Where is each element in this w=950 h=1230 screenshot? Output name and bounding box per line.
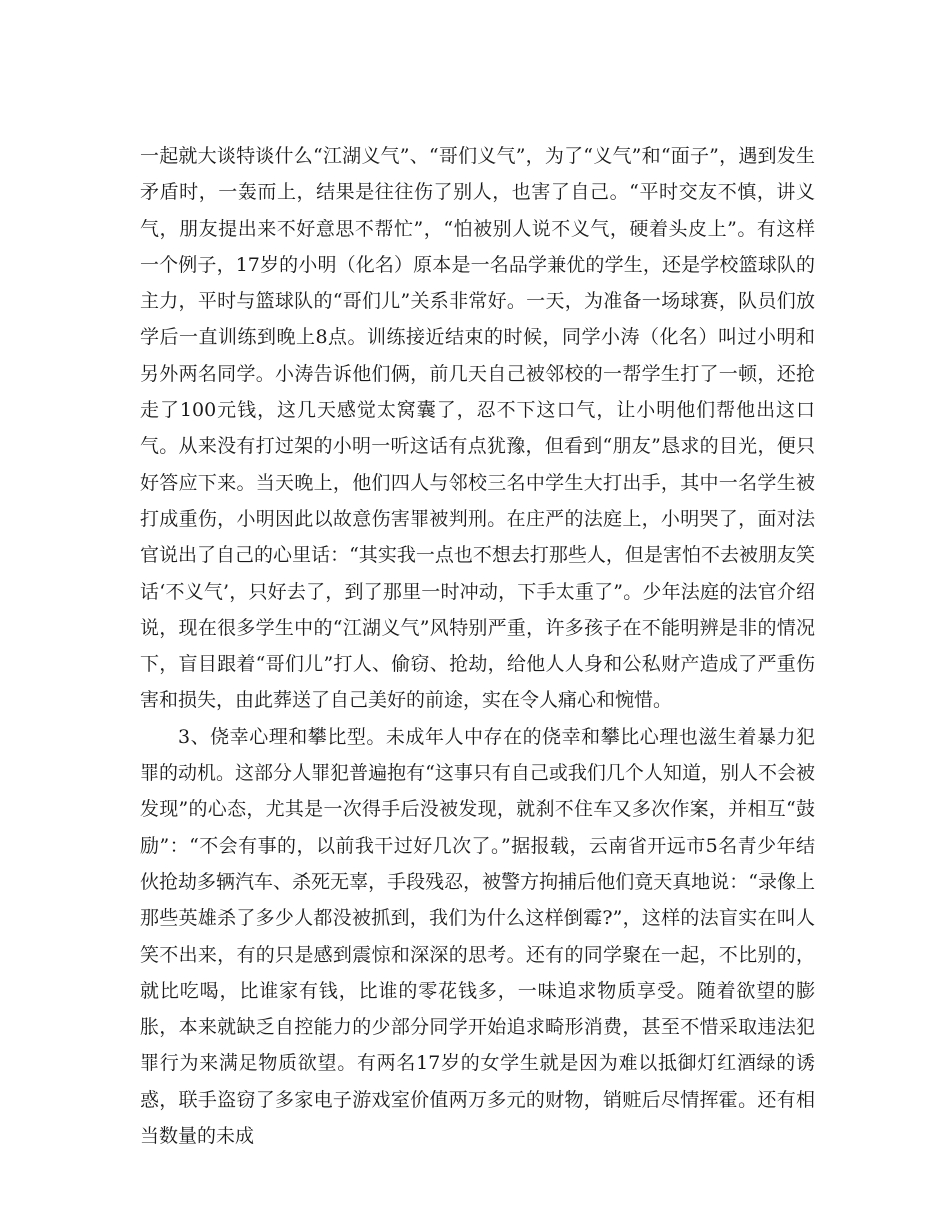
paragraph-jiaoxing-panbi: 3、侥幸心理和攀比型。未成年人中存在的侥幸和攀比心理也滋生着暴力犯罪的动机。这部分人罪犯普遍抱有“这事只有自己或我们几个人知道，别人不会被发现”的心态，尤其是一次得手后没被发现，就刹不住车又多次作案，并相互“鼓励”：“不会有事的，以前我干过好几次了。”据报载，云南省开远市5名青少年结伙抢劫多辆汽车、杀死无辜，手段残忍，被警方拘捕后他们竟天真地说：“录像上那些英雄杀了多少人都没被抓到，我们为什么这样倒霉?”，这样的法盲实在叫人笑不出来，有的只是感到震惊和深深的思考。还有的同学聚在一起，不比别的，就比吃喝，比谁家有钱，比谁的零花钱多，一味追求物质享受。随着欲望的膨胀，本来就缺乏自控能力的少部分同学开始追求畸形消费，甚至不惜采取违法犯罪行为来满足物质欲望。有两名17岁的女学生就是因为难以抵御灯红酒绿的诱惑，联手盗窃了多家电子游戏室价值两万多元的财物，销赃后尽情挥霍。还有相当数量的未成 — [140, 725, 815, 1148]
paragraph-yiqi-case: 一起就大谈特谈什么“江湖义气”、“哥们义气”，为了“义气”和“面子”，遇到发生矛盾时，一轰而上，结果是往往伤了别人，也害了自己。“平时交友不慎，讲义气，朋友提出来不好意思不帮忙”，“怕被别人说不义气，硬着头皮上”。有这样一个例子，17岁的小明（化名）原本是一名品学兼优的学生，还是学校篮球队的主力，平时与篮球队的“哥们儿”关系非常好。一天，为准备一场球赛，队员们放学后一直训练到晚上8点。训练接近结束的时候，同学小涛（化名）叫过小明和另外两名同学。小涛告诉他们俩，前几天自己被邻校的一帮学生打了一顿，还抢走了100元钱，这几天感觉太窝囊了，忍不下这口气，让小明他们帮他出这口气。从来没有打过架的小明一听这话有点犹豫，但看到“朋友”恳求的目光，便只好答应下来。当天晚上，他们四人与邻校三名中学生大打出手，其中一名学生被打成重伤，小明因此以故意伤害罪被判刑。在庄严的法庭上，小明哭了，面对法官说出了自己的心里话：“其实我一点也不想去打那些人，但是害怕不去被朋友笑话‘不义气’，只好去了，到了那里一时冲动，下手太重了”。少年法庭的法官介绍说，现在很多学生中的“江湖义气”风特别严重，许多孩子在不能明辨是非的情况下，盲目跟着“哥们儿”打人、偷窃、抢劫，给他人人身和公私财产造成了严重伤害和损失，由此葬送了自己美好的前途，实在令人痛心和惋惜。 — [140, 145, 815, 712]
document-body — [140, 138, 815, 1154]
